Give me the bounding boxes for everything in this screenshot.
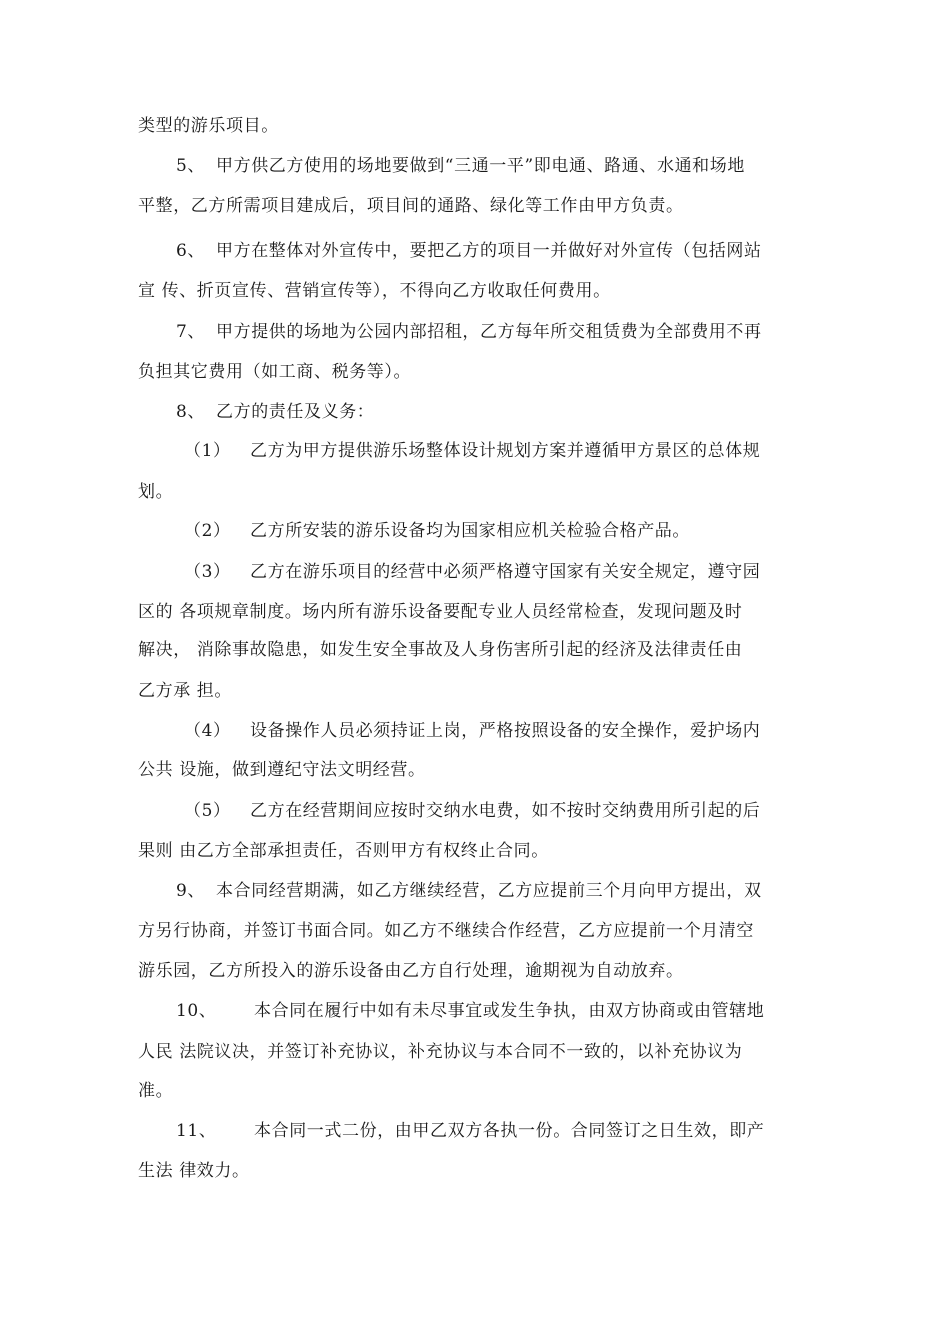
clause-11-line bbox=[176, 1120, 764, 1142]
line-text: 方另行协商，并签订书面合同。如乙方不继续合作经营，乙方应提前一个月清空 bbox=[138, 921, 754, 941]
subclause-4-line bbox=[184, 720, 760, 742]
line-text: 平整，乙方所需项目建成后，项目间的通路、绿化等工作由甲方负责。 bbox=[138, 196, 684, 216]
clause-number: 10、 bbox=[176, 1001, 217, 1021]
line-text: 甲方提供的场地为公园内部招租，乙方每年所交租赁费为全部费用不再 bbox=[216, 322, 762, 342]
subclause-3-line bbox=[184, 561, 760, 583]
line-text: 本合同在履行中如有未尽事宜或发生争执，由双方协商或由管辖地 bbox=[254, 1001, 765, 1021]
paragraph-line bbox=[138, 840, 549, 862]
line-text: 生法 律效力。 bbox=[138, 1161, 250, 1181]
subclause-1-line bbox=[184, 440, 760, 462]
line-text: 宣 传、折页宣传、营销宣传等），不得向乙方收取任何费用。 bbox=[138, 281, 611, 301]
paragraph-line bbox=[138, 361, 411, 383]
line-text: 负担其它费用（如工商、税务等）。 bbox=[138, 362, 412, 382]
line-text: 乙方的责任及义务： bbox=[216, 402, 375, 422]
paragraph-line bbox=[138, 920, 754, 942]
paragraph-line bbox=[138, 680, 232, 702]
clause-10-line bbox=[176, 1000, 764, 1022]
line-text: 乙方为甲方提供游乐场整体设计规划方案并遵循甲方景区的总体规 bbox=[250, 441, 761, 461]
clause-number: 7、 bbox=[176, 322, 206, 342]
line-text: 区的 各项规章制度。场内所有游乐设备要配专业人员经常检查，发现问题及时 bbox=[138, 602, 743, 622]
line-text: 设备操作人员必须持证上岗，严格按照设备的安全操作，爱护场内 bbox=[250, 721, 761, 741]
line-text: 类型的游乐项目。 bbox=[138, 116, 279, 136]
line-text: 划。 bbox=[138, 482, 174, 502]
subclause-number: （5） bbox=[184, 801, 231, 821]
clause-5-line bbox=[176, 155, 745, 177]
line-text: 人民 法院议决，并签订补充协议，补充协议与本合同不一致的，以补充协议为 bbox=[138, 1042, 743, 1062]
line-text: 解决， 消除事故隐患，如发生安全事故及人身伤害所引起的经济及法律责任由 bbox=[138, 640, 743, 660]
paragraph-line bbox=[138, 759, 426, 781]
clause-number: 6、 bbox=[176, 241, 206, 261]
paragraph-line bbox=[138, 1160, 250, 1182]
clause-8-line bbox=[176, 401, 374, 423]
subclause-number: （4） bbox=[184, 721, 231, 741]
line-text: 乙方在游乐项目的经营中必须严格遵守国家有关安全规定，遵守园 bbox=[250, 562, 761, 582]
line-text: 果则 由乙方全部承担责任，否则甲方有权终止合同。 bbox=[138, 841, 549, 861]
paragraph-line bbox=[138, 1080, 173, 1102]
clause-number: 9、 bbox=[176, 881, 206, 901]
line-text: 甲方在整体对外宣传中，要把乙方的项目一并做好对外宣传（包括网站 bbox=[216, 241, 762, 261]
line-text: 准。 bbox=[138, 1081, 174, 1101]
line-text: 游乐园，乙方所投入的游乐设备由乙方自行处理，逾期视为自动放弃。 bbox=[138, 961, 684, 981]
line-text: 本合同一式二份，由甲乙双方各执一份。合同签订之日生效，即产 bbox=[254, 1121, 765, 1141]
subclause-number: （1） bbox=[184, 441, 231, 461]
paragraph-line bbox=[138, 115, 279, 137]
subclause-number: （2） bbox=[184, 521, 231, 541]
clause-number: 5、 bbox=[176, 156, 206, 176]
paragraph-line bbox=[138, 195, 684, 217]
line-text: 乙方所安装的游乐设备均为国家相应机关检验合格产品。 bbox=[250, 521, 690, 541]
paragraph-line bbox=[138, 280, 611, 302]
line-text: 甲方供乙方使用的场地要做到“三通一平”即电通、路通、水通和场地 bbox=[216, 156, 745, 176]
clause-7-line bbox=[176, 321, 762, 343]
line-text: 本合同经营期满，如乙方继续经营，乙方应提前三个月向甲方提出，双 bbox=[216, 881, 762, 901]
paragraph-line bbox=[138, 481, 173, 503]
paragraph-line bbox=[138, 639, 742, 661]
line-text: 乙方承 担。 bbox=[138, 681, 233, 701]
clause-number: 8、 bbox=[176, 402, 206, 422]
subclause-number: （3） bbox=[184, 562, 231, 582]
line-text: 公共 设施，做到遵纪守法文明经营。 bbox=[138, 760, 426, 780]
clause-number: 11、 bbox=[176, 1121, 217, 1141]
line-text: 乙方在经营期间应按时交纳水电费，如不按时交纳费用所引起的后 bbox=[250, 801, 761, 821]
subclause-5-line bbox=[184, 800, 760, 822]
clause-6-line bbox=[176, 240, 762, 262]
paragraph-line bbox=[138, 1041, 742, 1063]
subclause-2-line bbox=[184, 520, 690, 542]
paragraph-line bbox=[138, 960, 684, 982]
clause-9-line bbox=[176, 880, 762, 902]
paragraph-line bbox=[138, 601, 742, 623]
